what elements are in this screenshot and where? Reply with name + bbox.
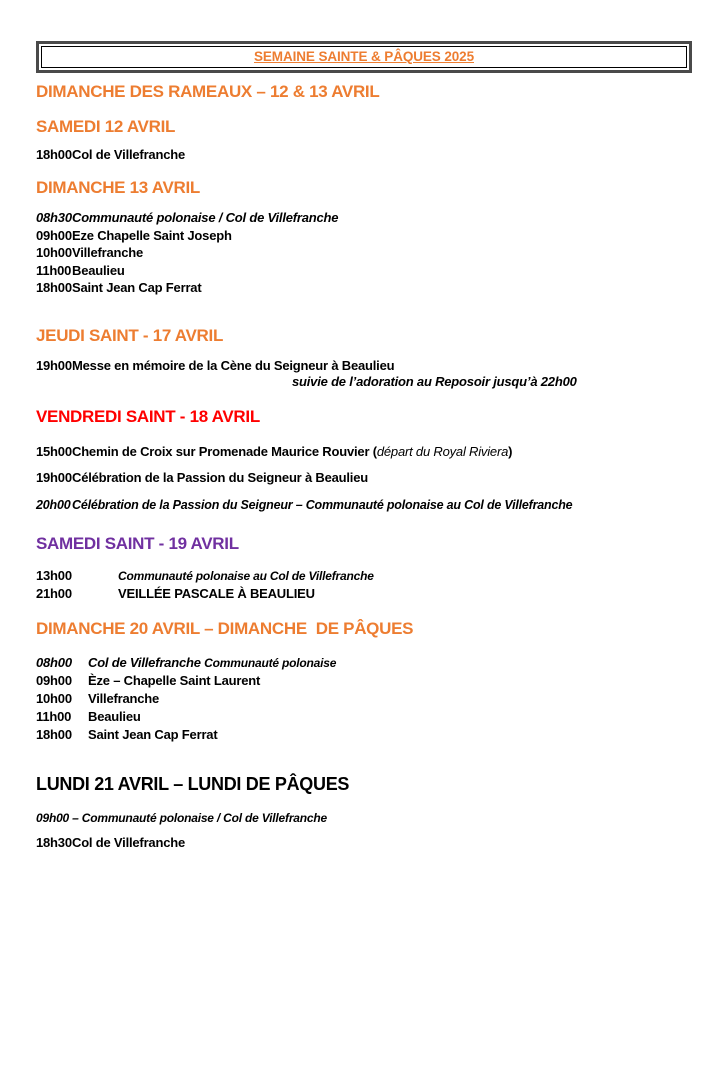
event-text: Célébration de la Passion du Seigneur – Communauté polonaise au Col de Villefranche bbox=[72, 497, 573, 512]
event-text: Eze Chapelle Saint Joseph bbox=[72, 227, 232, 243]
event-text-plain: ) bbox=[508, 443, 513, 459]
event-text: Communauté polonaise au Col de Villefranche bbox=[118, 568, 374, 583]
event-text: Col de Villefranche bbox=[72, 147, 185, 162]
event-time: 08h30 bbox=[36, 210, 72, 225]
event-row bbox=[36, 358, 688, 375]
event-time: 11h00 bbox=[36, 262, 72, 278]
event-text-part: Communauté polonaise bbox=[204, 655, 337, 670]
event-row bbox=[36, 726, 688, 744]
document-page bbox=[0, 46, 724, 1070]
event-time: 13h00 bbox=[36, 567, 72, 583]
event-row bbox=[36, 471, 688, 485]
event-time: 21h00 bbox=[36, 585, 72, 601]
event-time: 19h00 bbox=[36, 469, 72, 485]
event-time: 15h00 bbox=[36, 443, 72, 459]
event-row bbox=[36, 672, 688, 690]
event-row bbox=[36, 209, 688, 227]
event-note: suivie de l’adoration au Reposoir jusqu’à 22h00 bbox=[292, 374, 577, 389]
event-row bbox=[36, 567, 688, 585]
event-text bbox=[72, 445, 688, 459]
event-row bbox=[36, 585, 688, 603]
event-time: 09h00 bbox=[36, 227, 72, 243]
event-row bbox=[36, 654, 688, 672]
event-text: Saint Jean Cap Ferrat bbox=[72, 280, 202, 295]
event-text: Beaulieu bbox=[72, 262, 125, 278]
heading-dimanche-20: DIMANCHE 20 AVRIL – DIMANCHE DE PÂQUES bbox=[36, 618, 414, 638]
title-box bbox=[41, 46, 687, 68]
event-row bbox=[36, 690, 688, 708]
event-text: Beaulieu bbox=[88, 708, 141, 724]
event-text-italic: départ du Royal Riviera bbox=[376, 443, 509, 459]
heading-samedi-saint: SAMEDI SAINT - 19 AVRIL bbox=[36, 533, 239, 553]
event-text: Villefranche bbox=[72, 245, 144, 260]
event-text: Communauté polonaise / Col de Villefranche bbox=[72, 210, 339, 225]
event-time: 18h00 bbox=[36, 726, 72, 742]
event-text: Célébration de la Passion du Seigneur à Beaulieu bbox=[72, 469, 368, 485]
event-text bbox=[88, 654, 688, 672]
event-text: 09h00 – Communauté polonaise / Col de Villefranche bbox=[36, 810, 327, 825]
document-title: SEMAINE SAINTE & PÂQUES 2025 bbox=[253, 49, 474, 64]
event-list-dimanche-20 bbox=[36, 654, 688, 744]
heading-rameaux: DIMANCHE DES RAMEAUX – 12 & 13 AVRIL bbox=[36, 82, 380, 101]
event-row bbox=[36, 279, 688, 297]
event-time: 19h00 bbox=[36, 357, 72, 373]
heading-dimanche-13: DIMANCHE 13 AVRIL bbox=[36, 178, 200, 197]
event-row bbox=[36, 148, 688, 162]
event-list-jeudi bbox=[36, 358, 688, 391]
event-time: 18h30 bbox=[36, 834, 72, 850]
event-row bbox=[36, 445, 688, 459]
heading-samedi-12: SAMEDI 12 AVRIL bbox=[36, 117, 176, 136]
event-time: 10h00 bbox=[36, 245, 72, 260]
event-row bbox=[36, 812, 688, 825]
event-text: Saint Jean Cap Ferrat bbox=[88, 726, 218, 742]
event-text: Messe en mémoire de la Cène du Seigneur à Beaulieu bbox=[72, 357, 395, 373]
event-list-dimanche-13 bbox=[36, 209, 688, 297]
heading-lundi-21: LUNDI 21 AVRIL – LUNDI DE PÂQUES bbox=[36, 773, 350, 794]
event-text-part: Col de Villefranche bbox=[88, 654, 205, 670]
event-row bbox=[36, 262, 688, 280]
event-row bbox=[36, 244, 688, 262]
event-row bbox=[36, 498, 688, 512]
event-time: 09h00 bbox=[36, 672, 72, 688]
event-text: Èze – Chapelle Saint Laurent bbox=[88, 672, 261, 688]
event-time: 08h00 bbox=[36, 654, 72, 670]
event-row bbox=[36, 227, 688, 245]
event-time: 20h00 bbox=[36, 497, 71, 512]
event-row bbox=[36, 708, 688, 726]
heading-vendredi-saint: VENDREDI SAINT - 18 AVRIL bbox=[36, 406, 260, 426]
event-text: Col de Villefranche bbox=[72, 834, 185, 850]
event-time: 18h00 bbox=[36, 280, 72, 295]
event-text-plain: Chemin de Croix sur Promenade Maurice Rouvier ( bbox=[72, 443, 377, 459]
event-text: Villefranche bbox=[88, 690, 160, 706]
heading-jeudi-saint: JEUDI SAINT - 17 AVRIL bbox=[36, 325, 224, 345]
event-time: 11h00 bbox=[36, 708, 72, 724]
event-time: 18h00 bbox=[36, 147, 72, 162]
event-time: 10h00 bbox=[36, 690, 72, 706]
event-row bbox=[36, 836, 688, 850]
event-text: VEILLÉE PASCALE À BEAULIEU bbox=[118, 585, 315, 601]
event-list-samedi-saint bbox=[36, 567, 688, 603]
